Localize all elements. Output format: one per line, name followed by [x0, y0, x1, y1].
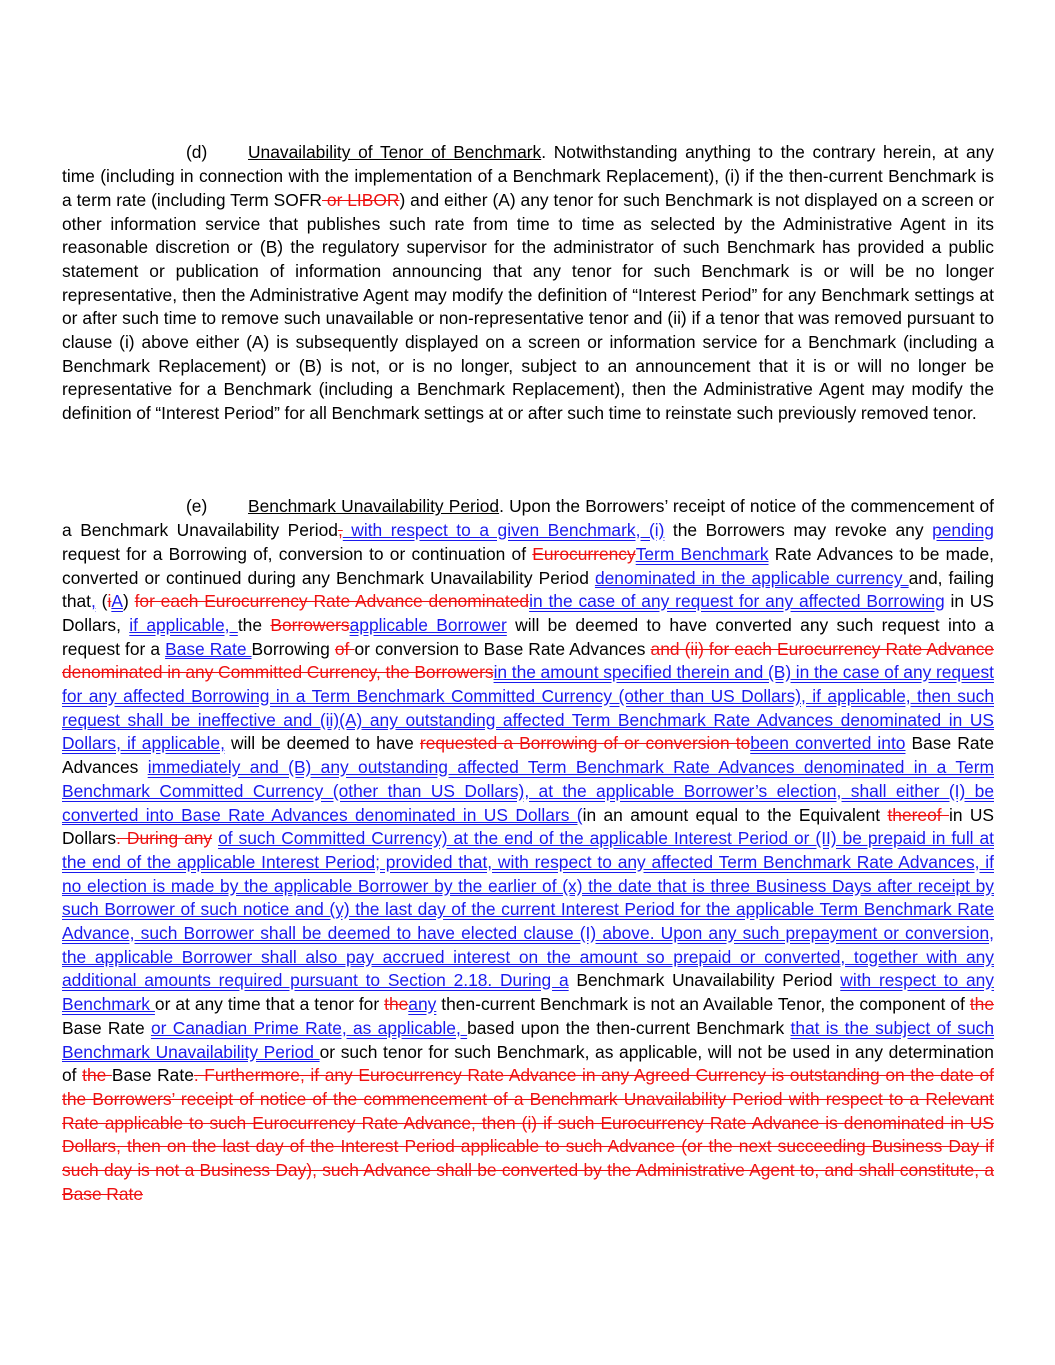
inserted-text: ,: [91, 591, 96, 612]
section-heading: Benchmark Unavailability Period: [248, 496, 500, 517]
body-text: ) and either (A) any tenor for such Benchmark is not displayed on a screen or other information service that publishes such rate from time to time as selected by the Administrative Agent in its reasonable discretion or (B) the regulatory supervisor for the administrator of such Benchmark has provided a public statement or publication of information announcing that any tenor for such Benchmark is or will be no longer representative, then the Administrative Agent may modify the definition of “Interest Period” for any Benchmark settings at or after such time to remove such unavailable or non-representative tenor and (ii) if a tenor that was removed pursuant to clause (i) above either (A) is subsequently displayed on a screen or information service for a Benchmark (including a Benchmark Replacement) or (B) is not, or is no longer, subject to an announcement that it is or will no longer be representative for a Benchmark (including a Benchmark Replacement), then the Administrative Agent may modify the definition of “Interest Period” for all Benchmark settings at or after such time to reinstate such previously removed tenor.: [62, 189, 994, 424]
body-text: . Upon the Borrowers’ receipt of notice of the commencement of a Benchmark Unavailability Period: [62, 496, 994, 541]
inserted-text: Term Benchmark: [635, 543, 769, 564]
body-text: or such tenor for such Benchmark, as applicable, will not be used in any determination of: [62, 1041, 994, 1086]
body-text: Borrowing: [251, 638, 335, 659]
body-text: Rate Advances to be made, converted or continued during any Benchmark Unavailability Period: [62, 543, 995, 588]
body-text: the Borrowers may revoke any: [664, 520, 933, 541]
inserted-text: A: [111, 591, 123, 612]
deleted-text: of: [334, 638, 355, 659]
body-text: or conversion to Base Rate Advances: [354, 638, 651, 659]
inserted-text: immediately and (B) any outstanding affected Term Benchmark Rate Advances denominated in a Term Benchmark Committed Currency (other than US Dollars), at the applicable Borrower’s election, shall either (I) be converted into Base Rate Advances denominated in US Dollars (: [62, 757, 994, 825]
inserted-text: any: [408, 994, 437, 1015]
inserted-text: denominated in the applicable currency: [594, 567, 909, 588]
inserted-text: been converted into: [750, 733, 906, 754]
body-text: in US Dollars,: [62, 591, 994, 635]
inserted-text: pending: [932, 520, 994, 541]
body-text: ): [122, 591, 135, 612]
body-text: in US Dollars: [62, 804, 995, 849]
section-heading: Unavailability of Tenor of Benchmark: [248, 142, 542, 163]
deleted-text: the: [82, 1065, 112, 1086]
inserted-text: of such Committed Currency) at the end of the applicable Interest Period or (II) be prepaid in full at the end of the applicable Interest Period; provided that, with respect to any affected Term Benchmark Rate Advances, if no election is made by the applicable Borrower by the earlier of (x) the date that is three Business Days after receipt by such Borrower of such notice and (y) the last day of the current Interest Period for the applicable Term Benchmark Rate Advance, such Borrower shall be deemed to have elected clause (I) above. Upon any such prepayment or conversion, the applicable Borrower shall also pay accrued interest on the amount so prepaid or converted, together with any additional amounts required pursuant to Section 2.18. During a: [62, 828, 994, 991]
paragraph-number: (e): [186, 496, 208, 517]
inserted-text: with respect to a given Benchmark, (i): [342, 520, 665, 541]
deleted-text: for each Eurocurrency Rate Advance denominated: [134, 591, 530, 612]
body-text: request for a Borrowing of, conversion to or continuation of: [62, 543, 533, 564]
inserted-text: if applicable,: [129, 614, 238, 635]
deleted-text: requested a Borrowing of or conversion to: [419, 733, 751, 754]
deleted-text: ,: [337, 520, 343, 541]
inserted-text: that is the subject of such Benchmark Unavailability Period: [62, 1017, 995, 1062]
body-text: Base Rate Advances: [62, 733, 994, 778]
paragraph-d: [62, 141, 994, 425]
deleted-text: Borrowers: [270, 614, 350, 635]
deleted-text: . During any: [116, 828, 213, 849]
body-text: the: [237, 614, 271, 635]
inserted-text: in the amount specified therein and (B) in the case of any request for any affected Borrowing in a Term Benchmark Committed Currency (other than US Dollars), if applicable, then such request shall be ineffective and (ii)(A) any outstanding affected Term Benchmark Rate Advances denominated in US Dollars, if applicable,: [62, 662, 994, 754]
inserted-text: applicable Borrower: [349, 614, 507, 635]
deleted-text: the: [969, 994, 995, 1015]
paragraph-number: (d): [186, 142, 208, 163]
deleted-text: and (ii) for each Eurocurrency Rate Advance denominated in any Committed Currency, the Borrowers: [62, 638, 994, 683]
paragraph-e: [62, 495, 994, 1206]
body-text: Base Rate: [62, 1017, 151, 1038]
body-text: will be deemed to have: [224, 733, 420, 754]
body-text: Benchmark Unavailability Period: [568, 970, 841, 991]
deleted-text: Eurocurrency: [532, 543, 636, 564]
body-text: in an amount equal to the Equivalent: [582, 804, 888, 825]
deleted-text: the: [384, 994, 409, 1015]
inserted-text: or Canadian Prime Rate, as applicable,: [150, 1017, 468, 1038]
body-text: Base Rate: [111, 1065, 194, 1086]
inserted-text: in the case of any request for any affected Borrowing: [529, 591, 945, 612]
inserted-text: with respect to any Benchmark: [62, 970, 994, 1015]
body-text: then-current Benchmark is not an Available Tenor, the component of: [436, 994, 970, 1015]
body-text: will be deemed to have converted any such request into a request for a: [62, 614, 995, 659]
deleted-text: . Furthermore, if any Eurocurrency Rate Advance in any Agreed Currency is outstanding on the date of the Borrowers’ receipt of notice of the commencement of a Benchmark Unavailability Period with respect to a Relevant Rate applicable to such Eurocurrency Rate Advance, then (i) if such Eurocurrency Rate Advance is denominated in US Dollars, then on the last day of the Interest Period applicable to such Advance (or the next succeeding Business Day if such day is not a Business Day), such Advance shall be converted by the Administrative Agent to, and shall constitute, a Base Rate: [62, 1065, 994, 1204]
body-text: or at any time that a tenor for: [154, 994, 385, 1015]
deleted-text: or LIBOR: [322, 189, 400, 210]
body-text: (: [95, 591, 108, 612]
deleted-text: thereof: [887, 804, 949, 825]
inserted-text: Base Rate: [165, 638, 252, 659]
body-text: . Notwithstanding anything to the contrary herein, at any time (including in connection with the implementation of a Benchmark Replacement), (i) if the then-current Benchmark is a term rate (including Term SOFR: [62, 142, 995, 210]
body-text: based upon the then-current Benchmark: [467, 1017, 791, 1038]
body-text: and, failing that: [62, 567, 994, 612]
deleted-text: i: [107, 591, 112, 612]
